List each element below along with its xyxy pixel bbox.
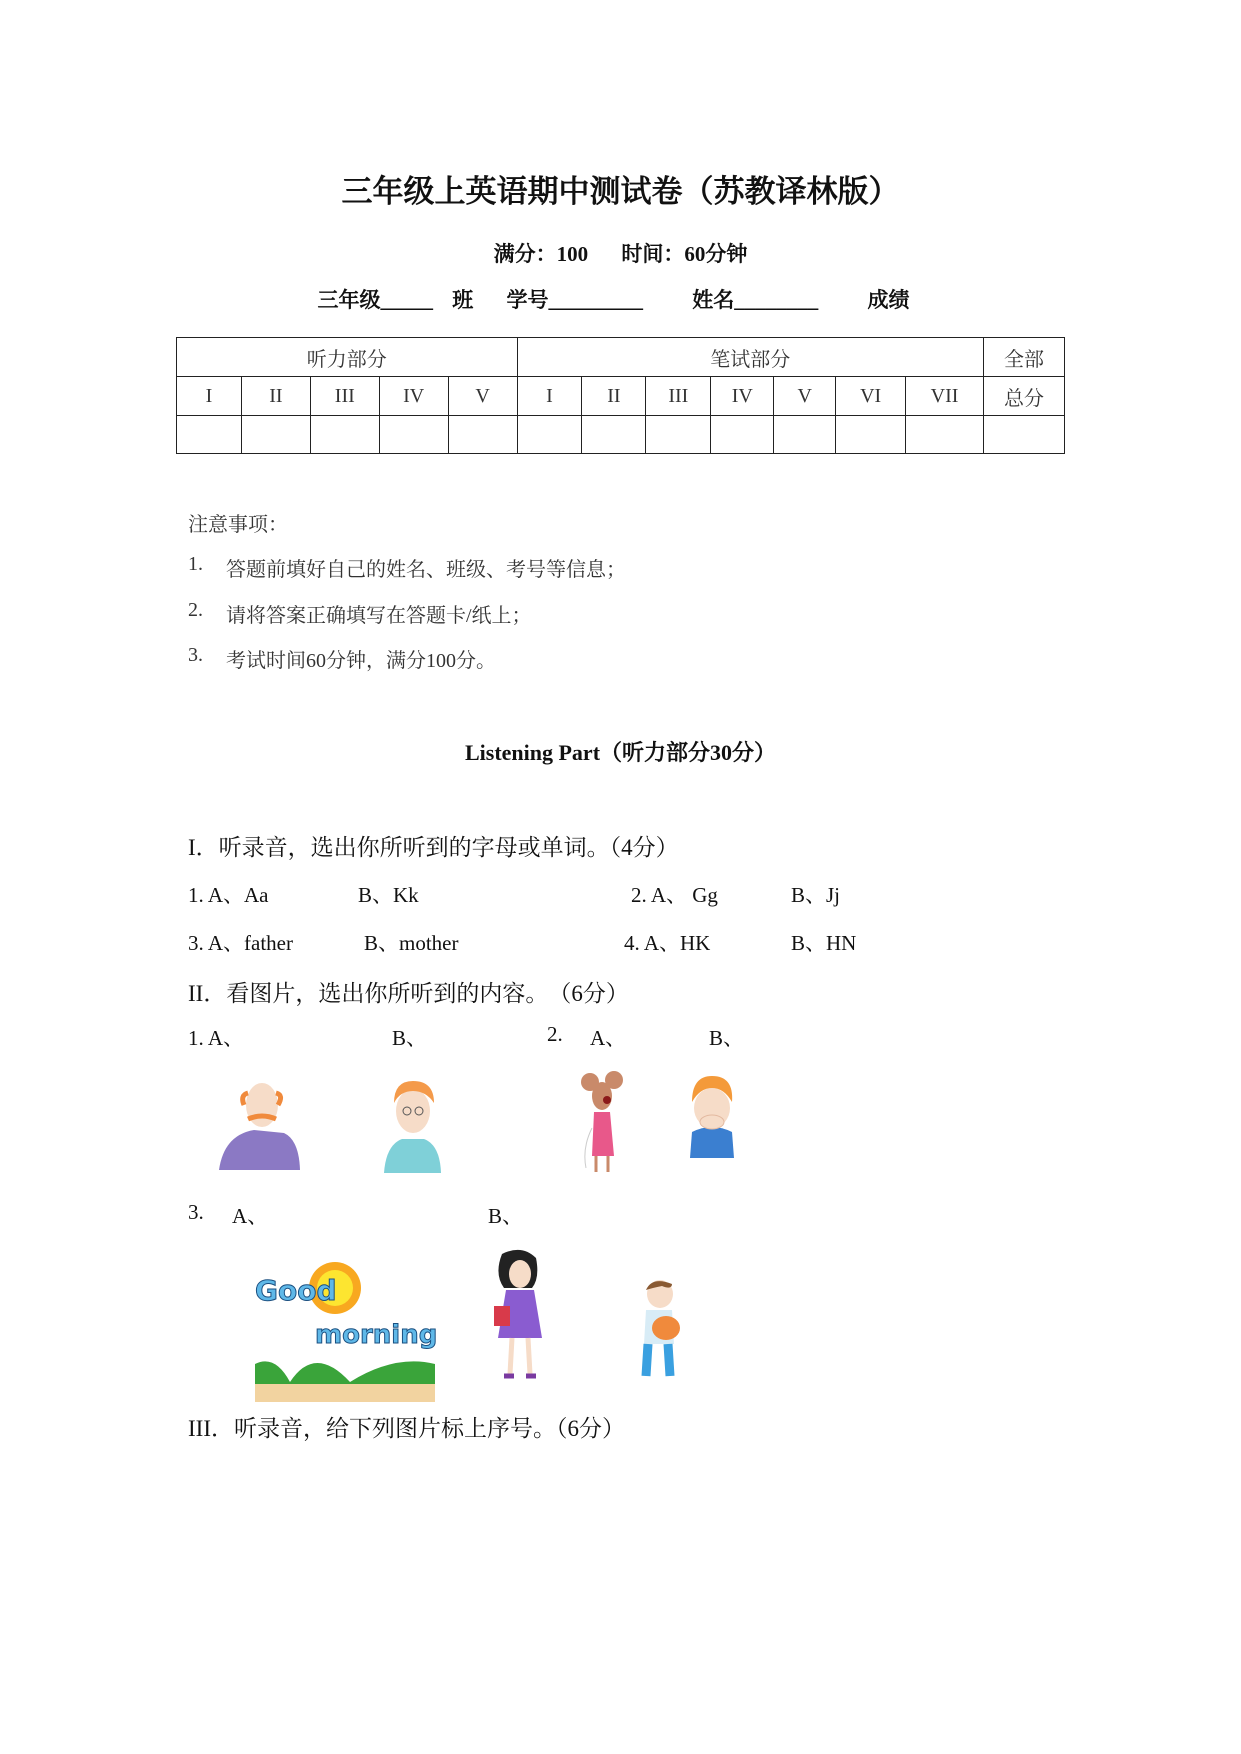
- option: A、: [590, 1026, 627, 1050]
- score-cell[interactable]: [836, 416, 906, 454]
- listening-header: 听力部分: [177, 338, 518, 377]
- written-header: 笔试部分: [517, 338, 983, 377]
- total-label: 总分: [984, 377, 1065, 416]
- old-man-image: [214, 1075, 304, 1175]
- section2-heading: II．看图片，选出你所听到的内容。 （6分）: [188, 981, 629, 1006]
- col-header: VII: [906, 377, 984, 416]
- listening-part-heading: Listening Part（听力部分30分）: [464, 740, 777, 765]
- col-header: III: [310, 377, 379, 416]
- exam-time: 时间：60分钟: [621, 242, 748, 266]
- score-cell[interactable]: [241, 416, 310, 454]
- score-label: 成绩: [867, 288, 910, 312]
- score-cell[interactable]: [582, 416, 646, 454]
- col-header: I: [517, 377, 582, 416]
- student-number-field: 学号_________: [506, 288, 643, 312]
- option: B、HN: [791, 931, 857, 955]
- score-cell[interactable]: [646, 416, 711, 454]
- option: 2. A、 Gg: [631, 883, 718, 907]
- note-num: 1.: [188, 553, 203, 575]
- col-header: III: [646, 377, 711, 416]
- old-woman-image: [380, 1075, 445, 1175]
- option: 4. A、HK: [624, 931, 711, 955]
- score-cell[interactable]: [711, 416, 774, 454]
- note-num: 3.: [188, 644, 203, 666]
- score-cell[interactable]: [906, 416, 984, 454]
- total-header: 全部: [984, 338, 1065, 377]
- boy-covering-mouth-image: [684, 1070, 740, 1160]
- score-cell[interactable]: [310, 416, 379, 454]
- score-cell[interactable]: [517, 416, 582, 454]
- option: 1. A、: [188, 1026, 245, 1050]
- grade-field: 三年级_____: [317, 288, 433, 312]
- morning-text: morning: [315, 1320, 438, 1350]
- score-table: [176, 337, 1065, 454]
- col-header: I: [177, 377, 242, 416]
- name-field: 姓名________: [692, 288, 819, 312]
- option: B、Kk: [358, 883, 419, 907]
- option: B、Jj: [791, 883, 841, 907]
- good-text: Good: [255, 1274, 337, 1307]
- col-header: VI: [836, 377, 906, 416]
- score-cell[interactable]: [177, 416, 242, 454]
- option: B、: [392, 1026, 428, 1050]
- col-header: II: [241, 377, 310, 416]
- class-label: 班: [452, 288, 474, 312]
- note-text: 考试时间60分钟，满分100分。: [226, 650, 496, 672]
- teacher-image: [488, 1248, 552, 1383]
- good-morning-image: [255, 1254, 438, 1402]
- score-cell[interactable]: [448, 416, 517, 454]
- option: 3.: [188, 1200, 204, 1224]
- note-text: 请将答案正确填写在答题卡/纸上；: [226, 605, 532, 627]
- mouse-image: [580, 1068, 625, 1178]
- option: B、: [488, 1204, 524, 1228]
- col-header: II: [582, 377, 646, 416]
- score-cell[interactable]: [984, 416, 1065, 454]
- col-header: IV: [711, 377, 774, 416]
- score-cell[interactable]: [774, 416, 836, 454]
- option: B、: [709, 1026, 745, 1050]
- page-title: 三年级上英语期中测试卷（苏教译林版）: [341, 174, 900, 210]
- schoolboy-image: [632, 1276, 684, 1382]
- option: A、: [232, 1204, 269, 1228]
- option: 2.: [547, 1022, 563, 1046]
- col-header: V: [774, 377, 836, 416]
- student-info: [0, 284, 1241, 314]
- col-header: IV: [379, 377, 448, 416]
- section3-heading: III．听录音，给下列图片标上序号。（6分）: [188, 1416, 625, 1441]
- col-header: V: [448, 377, 517, 416]
- option: 1. A、Aa: [188, 883, 269, 907]
- option: B、mother: [364, 931, 459, 955]
- option: 3. A、father: [188, 931, 293, 955]
- exam-meta: [0, 238, 1241, 268]
- note-text: 答题前填好自己的姓名、班级、考号等信息；: [226, 559, 626, 581]
- score-cell[interactable]: [379, 416, 448, 454]
- note-num: 2.: [188, 599, 203, 621]
- full-score: 满分：100: [493, 242, 589, 266]
- notes-heading: 注意事项：: [188, 514, 288, 536]
- section1-heading: I．听录音，选出你所听到的字母或单词。（4分）: [188, 835, 679, 860]
